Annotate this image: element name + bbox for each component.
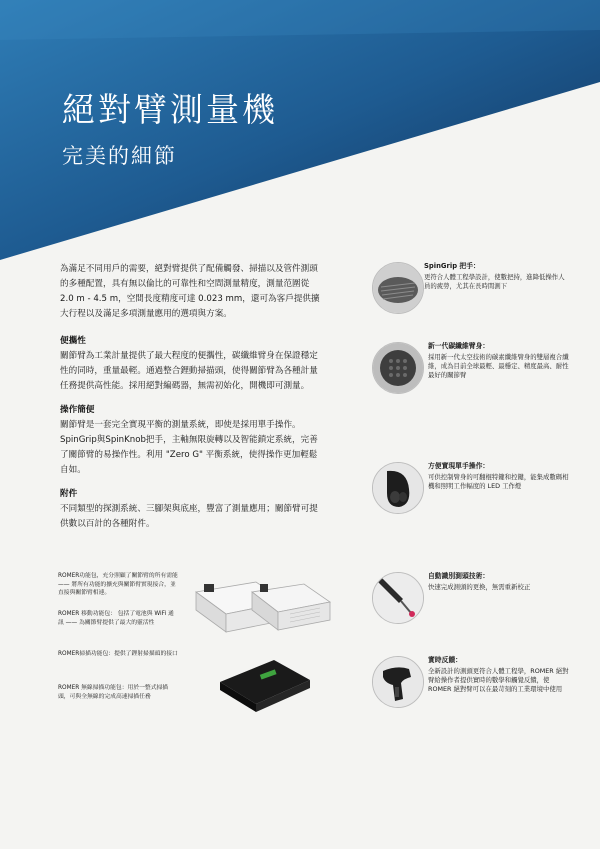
- section-heading: 操作簡便: [60, 405, 95, 415]
- feature-body: 採用新一代太空技術的碳素纖維臂身的雙層複合纖維，成為目前全球最輕、最穩定、精度最高、耐性最好的關節臂: [428, 353, 569, 379]
- feature-title: 新一代碳纖維臂身：: [428, 342, 490, 350]
- feature-title: 方便實現單手操作：: [428, 462, 490, 470]
- feature-body: 快速完成測頭的更換，無需重新校正: [428, 583, 531, 591]
- feature-body: 全新設計的測頭更符合人體工程學，ROMER 絕對臂給操作者提供實時的數學和觸覺反饋，使 ROMER 絕對臂可以在最苛刻的工業環境中使用: [428, 667, 569, 693]
- section-ease-of-use: [60, 403, 322, 478]
- carbon-fiber-icon: [372, 342, 424, 394]
- feature-title: SpinGrip 把手：: [424, 262, 480, 270]
- spingrip-grip-icon: [372, 262, 424, 314]
- section-body: 關節臂為工業計量提供了最大程度的便攜性，碳纖維臂身在保證穩定性的同時，重量最輕。通過整合鋰動掃描頭，使得關節臂為各種計量任務提供高性能。採用絕對編碼器，無需初始化，開機即可測量。: [60, 351, 318, 391]
- section-heading: 附件: [60, 489, 78, 499]
- section-body: 不同類型的探測系統、三腳架與底座，豐富了測量應用；關節臂可提供數以百計的各種附件。: [60, 504, 318, 529]
- feature-title: 實時反饋：: [428, 656, 462, 664]
- probe-recognition-icon: [372, 572, 424, 624]
- section-portability: [60, 334, 322, 394]
- section-accessories: [60, 487, 322, 532]
- page-subtitle: 完美的細節: [62, 144, 177, 168]
- intro-paragraph: 為滿足不同用戶的需要，絕對臂提供了配備觸發、掃描以及管件測頭的多種配置，具有無以倫比的可靠性和空間測量精度，測量范圍從 2.0 m - 4.5 m，空間長度精度可達 0.023 mm，還可為客戶提供擴大行程以及滿足多項測量應用的選項與方案。: [60, 264, 320, 319]
- section-body: 關節臂是一套完全實現平衡的測量系統，即使是採用單手操作。SpinGrip與SpinKnob把手，主軸無限旋轉以及智能鎖定系統，完善了關節臂的易操作性。利用 "Zero G" 平衡系統，使得操作更加輕鬆自如。: [60, 420, 318, 475]
- feature-body: 可供控制臂身的可翻棍特鍵和控鍵，能集成數碼相機和照明工作幅度的 LED 工作燈: [428, 473, 569, 490]
- intro-block: [60, 262, 322, 322]
- one-hand-operation-icon: [372, 462, 424, 514]
- accessory-caption: ROMER 移動功能包： 包括了電池與 WiFi 通訊 —— 為關節臂提供了最大的靈活性: [58, 611, 174, 626]
- section-heading: 便攜性: [60, 336, 86, 346]
- feature-title: 自動識別測頭技術：: [428, 572, 490, 580]
- wireless-scan-pack-photo: [214, 652, 314, 718]
- accessory-caption: ROMER 無線掃描功能包：用於一整式掃描頭，可與全無線的完成高速掃描任務: [58, 685, 169, 700]
- page-title: 絕對臂測量機: [62, 90, 278, 129]
- accessory-caption: ROMER掃描功能包：提供了鋰射掃描頭的接口: [58, 651, 178, 657]
- accessory-caption: ROMER功能包，充分照顧了關節臂的所有需能 —— 將所有功能的擴充與關節臂實現接合，並直接與關節臂相連。: [58, 573, 178, 596]
- scan-pack-photo: [238, 572, 338, 642]
- scanner-feedback-icon: [372, 656, 424, 708]
- feature-body: 更符合人體工程學設計，使數把持，進降低操作人員的疲勞，尤其在長時間測下: [424, 273, 565, 290]
